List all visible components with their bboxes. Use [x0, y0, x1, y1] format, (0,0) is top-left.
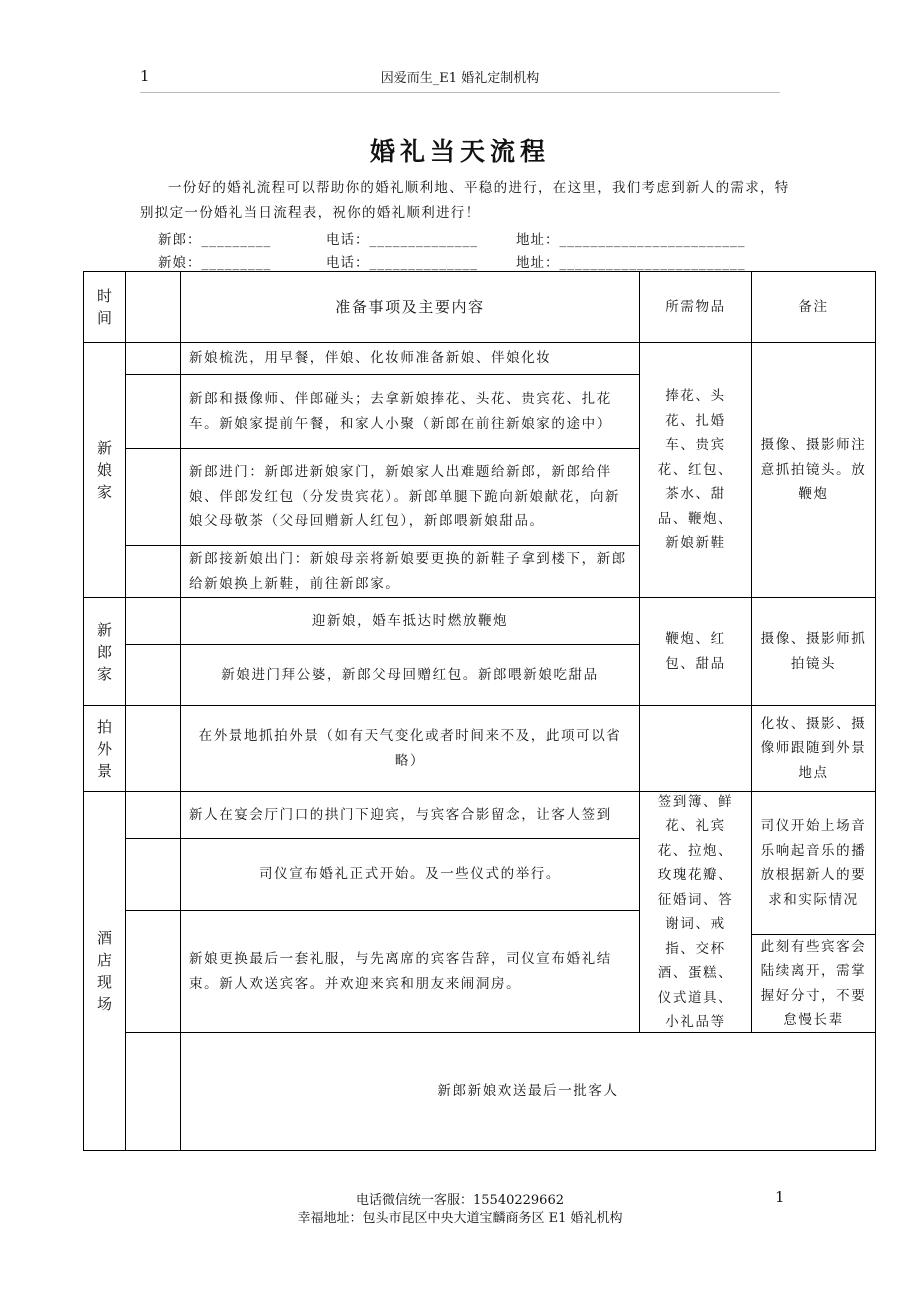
table-row: 新郎进门：新郎进新娘家门，新娘家人出难题给新郎，新郎给伴娘、伴郎发红包（分发贵宾花）。新郎单腿下跪向新娘献花，向新娘父母敬茶（父母回赠新人红包），新郎喂新娘甜品。: [189, 464, 621, 530]
header-divider: [140, 92, 780, 93]
page-title: 婚礼当天流程: [369, 137, 550, 166]
hotel-notes-2: 此刻有些宾客会陆续离开，需掌握好分寸，不要怠慢长辈: [760, 938, 867, 1028]
section-label-bride-home: 新娘家: [96, 439, 112, 501]
footer-page-number: 1: [775, 1188, 785, 1206]
section-label-hotel: 酒店现场: [96, 929, 112, 1013]
header-items: 所需物品: [665, 298, 726, 315]
table-row: 司仪宣布婚礼正式开始。及一些仪式的举行。: [259, 866, 561, 883]
outdoor-notes: 化妆、摄影、摄像师跟随到外景地点: [760, 715, 867, 781]
hotel-items: 签到簿、鲜花、礼宾花、拉炮、玫瑰花瓣、征婚词、答谢词、戒指、交杯酒、蛋糕、仪式道具、小礼品等: [657, 793, 734, 1030]
header-time: 时间: [96, 287, 112, 327]
hotel-notes-1: 司仪开始上场音乐响起音乐的播放根据新人的要求和实际情况: [760, 818, 867, 908]
groom-phone-field[interactable]: 电话：______________: [326, 232, 478, 248]
groom-name-field[interactable]: 新郎：_________: [158, 232, 272, 248]
groom-home-items: 鞭炮、红包、甜品: [665, 631, 726, 672]
table-row: 在外景地抓拍外景（如有天气变化或者时间来不及，此项可以省略）: [198, 728, 622, 769]
bride-address-field[interactable]: 地址：________________________: [516, 255, 746, 271]
bride-phone-field[interactable]: 电话：______________: [326, 255, 478, 271]
intro-paragraph: 一份好的婚礼流程可以帮助你的婚礼顺利地、平稳的进行，在这里，我们考虑到新人的需求，特别拟定一份婚礼当日流程表，祝你的婚礼顺利进行！: [140, 180, 790, 221]
bride-info-row: [158, 251, 746, 271]
section-label-groom-home: 新郎家: [96, 620, 112, 683]
table-row: 新娘更换最后一套礼服，与先离席的宾客告辞，司仪宣布婚礼结束。新人欢送宾客。并欢迎来宾和朋友来闹洞房。: [189, 951, 612, 992]
table-row: 新郎接新娘出门：新娘母亲将新娘要更换的新鞋子拿到楼下，新郎给新娘换上新鞋，前往新郎家。: [189, 551, 627, 592]
groom-home-notes: 摄像、摄影师抓拍镜头: [760, 631, 867, 672]
footer-address: 幸福地址：包头市昆区中央大道宝麟商务区 E1 婚礼机构: [297, 1211, 623, 1226]
outdoor-items: [640, 706, 751, 791]
table-row: 新娘梳洗，用早餐，伴娘、化妆师准备新娘、伴娘化妆: [189, 350, 552, 367]
table-row: 新郎和摄像师、伴郎碰头；去拿新娘捧花、头花、贵宾花、扎花车。新娘家提前午餐，和家人小聚（新郎在前往新娘家的途中）: [189, 391, 612, 432]
bride-home-items: 捧花、头花、扎婚车、贵宾花、红包、茶水、甜品、鞭炮、新娘新鞋: [657, 388, 734, 552]
groom-info-row: [158, 228, 746, 248]
header-organization: 因爱而生_E1 婚礼定制机构: [380, 71, 540, 86]
table-row: 迎新娘，婚车抵达时燃放鞭炮: [311, 612, 509, 629]
table-row: 新人在宴会厅门口的拱门下迎宾，与宾客合影留念，让客人签到: [189, 806, 612, 823]
bride-home-notes: 摄像、摄影师注意抓拍镜头。放鞭炮: [760, 437, 867, 503]
table-row: 新郎新娘欢送最后一批客人: [437, 1083, 619, 1100]
section-label-outdoor: 拍外景: [96, 717, 112, 780]
table-row: 新娘进门拜公婆，新郎父母回赠红包。新郎喂新娘吃甜品: [221, 666, 599, 683]
groom-address-field[interactable]: 地址：________________________: [516, 232, 746, 248]
header-page-number: 1: [140, 67, 150, 85]
footer-service: 电话微信统一客服：15540229662: [356, 1193, 564, 1208]
header-content: 准备事项及主要内容: [335, 297, 485, 316]
header-notes: 备注: [798, 298, 829, 315]
bride-name-field[interactable]: 新娘：_________: [158, 255, 272, 271]
